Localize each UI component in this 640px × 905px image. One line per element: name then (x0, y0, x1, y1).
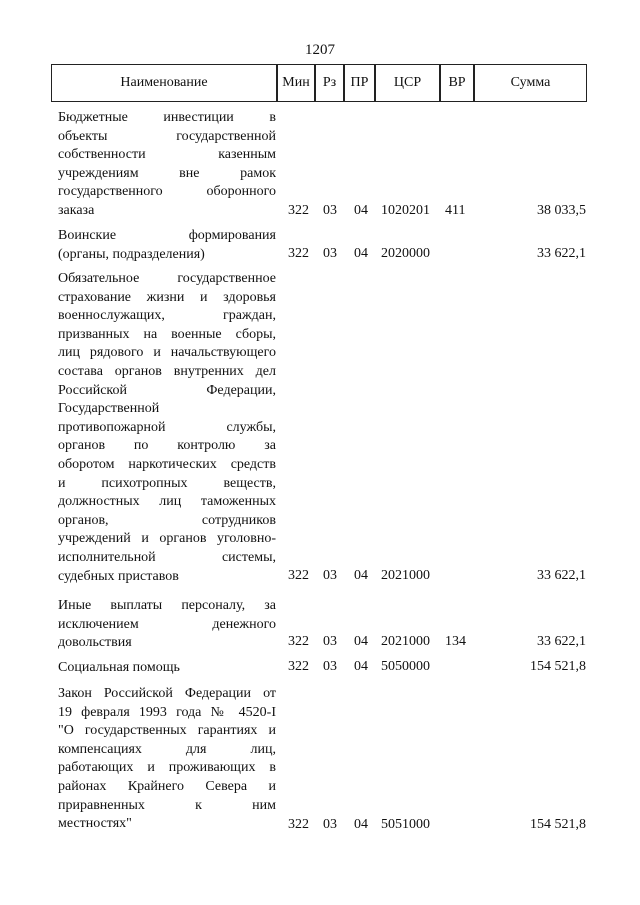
row-rz: 03 (323, 659, 337, 674)
name-line: "О государственных гарантиях и (58, 723, 276, 739)
header-name: Наименование (51, 64, 277, 102)
name-line: оборотом наркотических средств (58, 456, 276, 472)
row-name (58, 109, 276, 221)
name-line: Социальная помощь (58, 660, 180, 675)
row-rz: 03 (323, 203, 337, 218)
name-line: собственности казенным (58, 147, 276, 163)
row-min: 322 (288, 568, 309, 583)
name-line: учреждениям вне рамок (58, 165, 276, 181)
name-line: должностных лиц таможенных (58, 494, 276, 510)
name-line: органов по контролю за (58, 438, 276, 454)
row-pr: 04 (354, 659, 368, 674)
name-line: приравненных к ним (58, 797, 276, 813)
name-line: районах Крайнего Севера и (58, 778, 276, 794)
row-pr: 04 (354, 634, 368, 649)
name-line: Бюджетные инвестиции в (58, 110, 276, 125)
name-line: Воинские формирования (58, 228, 276, 243)
page-number: 1207 (305, 42, 335, 58)
header-pr: ПР (344, 64, 375, 102)
row-sum: 33 622,1 (537, 246, 586, 261)
row-pr: 04 (354, 817, 368, 832)
row-rz: 03 (323, 634, 337, 649)
name-line: 19 февраля 1993 года № 4520-I (58, 704, 276, 720)
name-line: Закон Российской Федерации от (58, 686, 276, 701)
name-line: и психотропных веществ, (58, 475, 276, 491)
row-csr: 5051000 (381, 817, 430, 832)
name-line: органов, сотрудников (58, 512, 276, 528)
row-min: 322 (288, 634, 309, 649)
row-sum: 33 622,1 (537, 634, 586, 649)
name-line: состава органов внутренних дел (58, 363, 276, 379)
name-line: объекты государственной (58, 128, 276, 144)
row-min: 322 (288, 817, 309, 832)
name-line: противопожарной службы, (58, 419, 276, 435)
header-rz: Рз (315, 64, 344, 102)
row-sum: 38 033,5 (537, 203, 586, 218)
header-csr: ЦСР (375, 64, 440, 102)
name-line: довольствия (58, 635, 132, 651)
row-pr: 04 (354, 246, 368, 261)
row-name (58, 659, 276, 678)
name-line: страхование жизни и здоровья (58, 289, 276, 305)
row-csr: 2020000 (381, 246, 430, 261)
name-line: военнослужащих, граждан, (58, 308, 276, 324)
row-rz: 03 (323, 817, 337, 832)
row-csr: 2021000 (381, 634, 430, 649)
name-line: Российской Федерации, (58, 382, 276, 398)
row-pr: 04 (354, 568, 368, 583)
name-line: государственного оборонного (58, 184, 276, 200)
header-vr: ВР (440, 64, 474, 102)
name-line: учреждений и органов уголовно- (58, 531, 276, 547)
name-line: Иные выплаты персоналу, за (58, 598, 276, 613)
row-name (58, 227, 276, 264)
name-line: исключением денежного (58, 616, 276, 632)
row-min: 322 (288, 659, 309, 674)
name-line: работающих и проживающих в (58, 760, 276, 776)
name-line: лиц рядового и начальствующего (58, 345, 276, 361)
row-sum: 154 521,8 (530, 817, 586, 832)
name-line: Государственной (58, 401, 160, 417)
row-csr: 5050000 (381, 659, 430, 674)
name-line: компенсациях для лиц, (58, 741, 276, 757)
row-vr: 134 (445, 634, 466, 649)
row-sum: 33 622,1 (537, 568, 586, 583)
row-pr: 04 (354, 203, 368, 218)
row-name (58, 597, 276, 653)
row-vr: 411 (445, 203, 466, 218)
row-name (58, 685, 276, 834)
name-line: судебных приставов (58, 568, 179, 584)
name-line: местностях" (58, 816, 132, 832)
name-line: призванных на военные сборы, (58, 326, 276, 342)
name-line: Обязательное государственное (58, 271, 276, 286)
row-rz: 03 (323, 246, 337, 261)
name-line: (органы, подразделения) (58, 246, 205, 262)
table-header (52, 64, 588, 102)
row-min: 322 (288, 246, 309, 261)
name-line: заказа (58, 202, 95, 218)
row-csr: 2021000 (381, 568, 430, 583)
row-sum: 154 521,8 (530, 659, 586, 674)
name-line: исполнительной системы, (58, 549, 276, 565)
row-csr: 1020201 (381, 203, 430, 218)
row-name (58, 270, 276, 586)
header-sum: Сумма (474, 64, 587, 102)
row-rz: 03 (323, 568, 337, 583)
row-min: 322 (288, 203, 309, 218)
header-min: Мин (277, 64, 315, 102)
